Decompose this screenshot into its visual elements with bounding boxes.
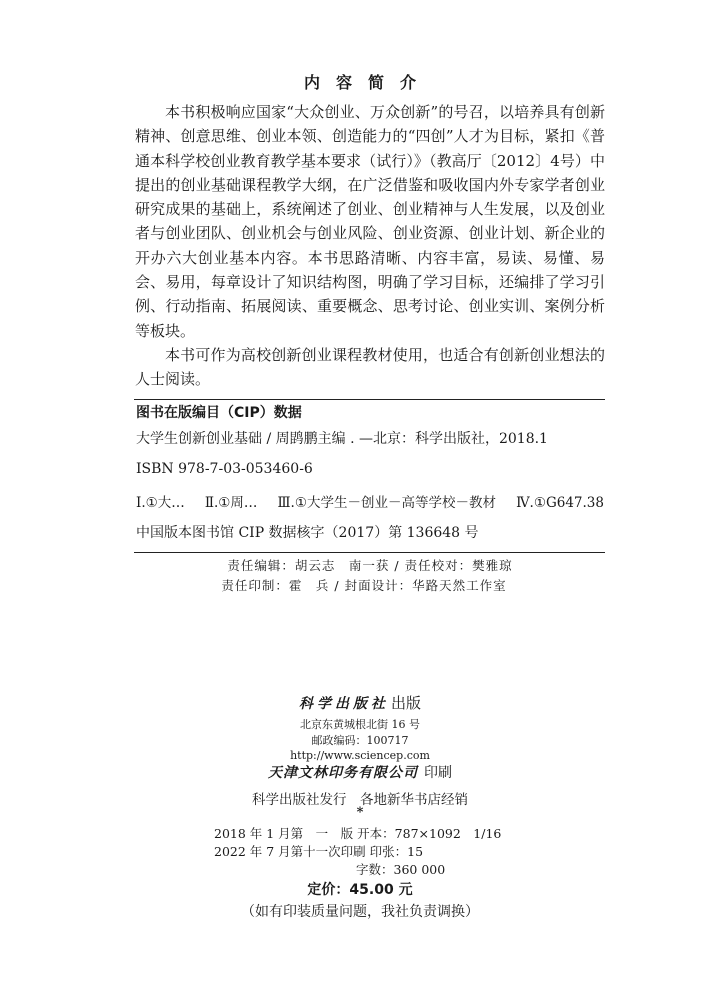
cip-core-number: 中国版本图书馆 CIP 数据核字（2017）第 136648 号 bbox=[136, 525, 479, 541]
cip-classification bbox=[136, 493, 604, 513]
cip-class-item: Ⅰ.①大… bbox=[136, 495, 185, 511]
cip-class-item: Ⅲ.①大学生－创业－高等学校－教材 bbox=[277, 495, 496, 511]
printer-name: 天津文林印务有限公司 bbox=[268, 765, 418, 781]
publisher-address: 北京东黄城根北街 16 号 bbox=[300, 718, 420, 731]
intro-body bbox=[135, 100, 605, 392]
credits-editors: 责任编辑：胡云志 南一获 / 责任校对：樊雅琼 bbox=[227, 558, 513, 573]
separator-star: * bbox=[356, 805, 364, 820]
printer-line bbox=[0, 763, 720, 783]
word-count: 字数：360 000 bbox=[356, 862, 446, 877]
publisher-name: 科学出版社 bbox=[298, 696, 389, 712]
credits-printing-design: 责任印制：霍 兵 / 封面设计：华路天然工作室 bbox=[221, 578, 507, 593]
printer-suffix: 印刷 bbox=[424, 765, 452, 781]
publisher-website: http://www.sciencep.com bbox=[290, 749, 430, 762]
publisher-postcode: 邮政编码：100717 bbox=[311, 734, 409, 747]
cip-bottom-rule bbox=[134, 552, 605, 553]
cip-title-line: 大学生创新创业基础 / 周鹍鹏主编 . —北京：科学出版社，2018.1 bbox=[136, 431, 548, 447]
publisher-line bbox=[0, 693, 720, 714]
distribution-line: 科学出版社发行 各地新华书店经销 bbox=[252, 792, 468, 808]
intro-title: 内容简介 bbox=[303, 73, 432, 92]
cip-class-item: Ⅱ.①周… bbox=[204, 495, 258, 511]
publisher-suffix: 出版 bbox=[390, 694, 421, 712]
cip-top-rule bbox=[134, 399, 605, 400]
edition-line: 2018 年 1 月第 一 版 开本：787×1092 1/16 bbox=[214, 826, 502, 841]
printing-line: 2022 年 7 月第十一次印刷 印张：15 bbox=[214, 844, 424, 859]
cip-isbn-line: ISBN 978-7-03-053460-6 bbox=[136, 461, 313, 477]
intro-paragraph: 本书积极响应国家“大众创业、万众创新”的号召，以培养具有创新精神、创意思维、创业本领、创造能力的“四创”人才为目标，紧扣《普通本科学校创业教育教学基本要求（试行）》（教高厅〔2012〕4号）中提出的创业基础课程教学大纲，在广泛借鉴和吸收国内外专家学者创业研究成果的基础上，系统阐述了创业、创业精神与人生发展，以及创业者与创业团队、创业机会与创业风险、创业资源、创业计划、新企业的开办六大创业基本内容。本书思路清晰、内容丰富，易读、易懂、易会、易用，每章设计了知识结构图，明确了学习目标，还编排了学习引例、行动指南、拓展阅读、重要概念、思考讨论、创业实训、案例分析等板块。 bbox=[135, 103, 605, 340]
intro-paragraph: 本书可作为高校创新创业课程教材使用，也适合有创新创业想法的人士阅读。 bbox=[135, 345, 605, 389]
cip-class-item: Ⅳ.①G647.38 bbox=[516, 495, 604, 511]
quality-notice: （如有印装质量问题，我社负责调换） bbox=[241, 904, 479, 920]
price: 定价：45.00 元 bbox=[307, 882, 413, 898]
cip-heading: 图书在版编目（CIP）数据 bbox=[136, 405, 302, 421]
